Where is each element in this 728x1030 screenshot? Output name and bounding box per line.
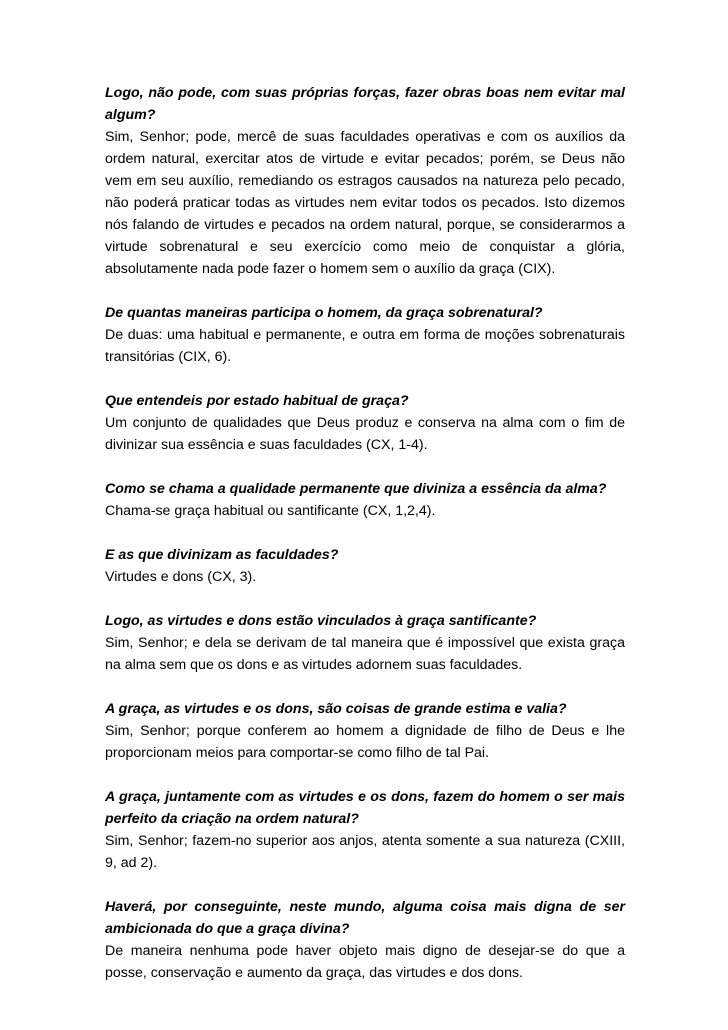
qa-block-1 — [105, 82, 625, 280]
qa-block-5 — [105, 544, 625, 588]
answer: Sim, Senhor; pode, mercê de suas faculdades operativas e com os auxílios da ordem natural, exercitar atos de virtude e evitar pecados; porém, se Deus não vem em seu auxílio, remediando os estragos causados na natureza pelo pecado, não poderá praticar todas as virtudes nem evitar todos os pecados. Isto dizemos nós falando de virtudes e pecados na ordem natural, porque, se considerarmos a virtude sobrenatural e seu exercício como meio de conquistar a glória, absolutamente nada pode fazer o homem sem o auxílio da graça (CIX). — [105, 129, 625, 277]
qa-block-2 — [105, 302, 625, 368]
answer: Um conjunto de qualidades que Deus produz e conserva na alma com o fim de divinizar sua essência e suas faculdades (CX, 1-4). — [105, 415, 625, 453]
qa-block-3 — [105, 390, 625, 456]
question: Que entendeis por estado habitual de graça? — [105, 393, 409, 409]
answer: Virtudes e dons (CX, 3). — [105, 569, 257, 585]
answer: Sim, Senhor; e dela se derivam de tal maneira que é impossível que exista graça na alma sem que os dons e as virtudes adornem suas faculdades. — [105, 635, 625, 673]
answer: De duas: uma habitual e permanente, e outra em forma de moções sobrenaturais transitórias (CIX, 6). — [105, 327, 625, 365]
qa-block-8 — [105, 786, 625, 874]
question: Logo, não pode, com suas próprias forças, fazer obras boas nem evitar mal algum? — [105, 85, 625, 123]
qa-block-9 — [105, 896, 625, 984]
qa-block-4 — [105, 478, 625, 522]
question: A graça, juntamente com as virtudes e os dons, fazem do homem o ser mais perfeito da criação na ordem natural? — [105, 789, 625, 827]
question: Haverá, por conseguinte, neste mundo, alguma coisa mais digna de ser ambicionada do que a graça divina? — [105, 899, 625, 937]
answer: Sim, Senhor; fazem-no superior aos anjos, atenta somente a sua natureza (CXIII, 9, ad 2). — [105, 833, 625, 871]
question: E as que divinizam as faculdades? — [105, 547, 339, 563]
qa-block-7 — [105, 698, 625, 764]
question: Logo, as virtudes e dons estão vinculados à graça santificante? — [105, 613, 537, 629]
document-body — [105, 82, 625, 1006]
question: Como se chama a qualidade permanente que diviniza a essência da alma? — [105, 481, 607, 497]
answer: Chama-se graça habitual ou santificante (CX, 1,2,4). — [105, 503, 436, 519]
question: A graça, as virtudes e os dons, são coisas de grande estima e valia? — [105, 701, 567, 717]
question: De quantas maneiras participa o homem, da graça sobrenatural? — [105, 305, 543, 321]
answer: Sim, Senhor; porque conferem ao homem a dignidade de filho de Deus e lhe proporcionam meios para comportar-se como filho de tal Pai. — [105, 723, 625, 761]
qa-block-6 — [105, 610, 625, 676]
answer: De maneira nenhuma pode haver objeto mais digno de desejar-se do que a posse, conservação e aumento da graça, das virtudes e dos dons. — [105, 943, 625, 981]
